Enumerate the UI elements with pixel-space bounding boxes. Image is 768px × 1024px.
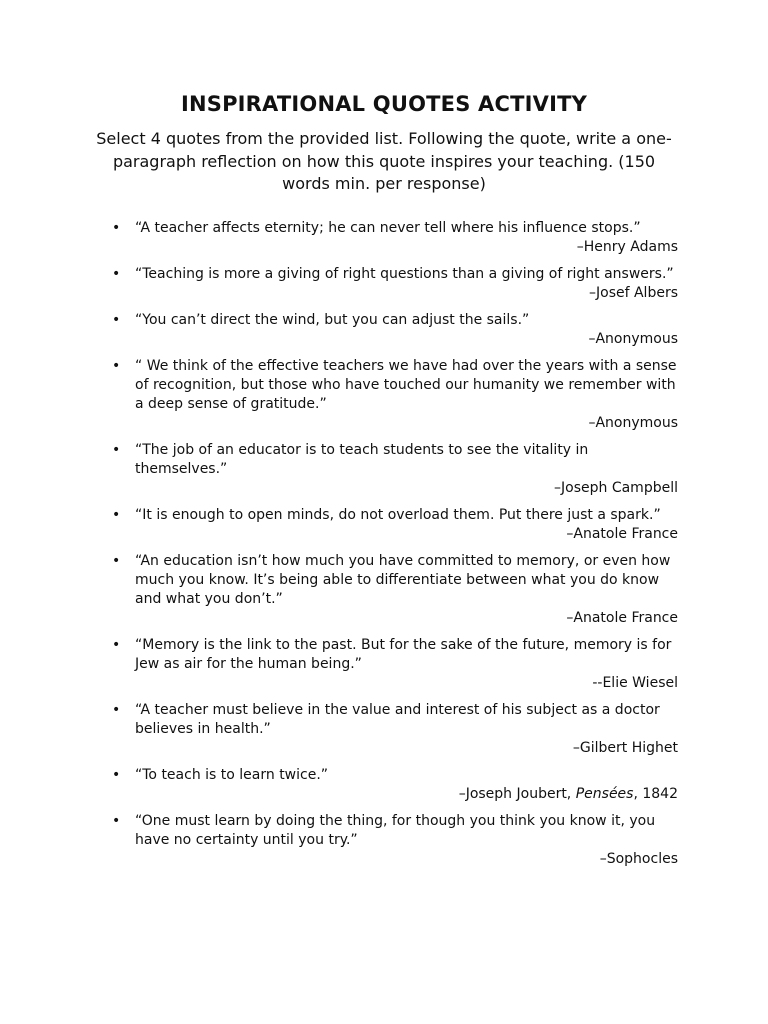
quote-item (0, 552, 678, 627)
quote-text: “You can’t direct the wind, but you can adjust the sails.” (135, 312, 530, 328)
bullet-icon: • (112, 312, 121, 328)
quote-item (0, 441, 678, 497)
quote-list (0, 219, 768, 877)
bullet-icon: • (112, 702, 121, 718)
bullet-icon: • (112, 813, 121, 829)
bullet-icon: • (112, 553, 121, 569)
quote-author: –Joseph Campbell (554, 480, 678, 496)
quote-text: “A teacher must believe in the value and interest of his subject as a doctor believes in health.” (135, 702, 660, 737)
bullet-icon: • (112, 767, 121, 783)
quote-author: –Josef Albers (589, 285, 678, 301)
quote-item (0, 636, 678, 692)
quote-item (0, 265, 678, 302)
quote-item (0, 766, 678, 803)
quote-item (0, 219, 678, 256)
quote-author: –Anatole France (566, 526, 678, 542)
quote-text: “Teaching is more a giving of right questions than a giving of right answers.” (135, 266, 674, 282)
quote-text: “Memory is the link to the past. But for the sake of the future, memory is for Jew as air for the human being.” (135, 637, 672, 672)
bullet-icon: • (112, 442, 121, 458)
quote-item (0, 506, 678, 543)
instructions: Select 4 quotes from the provided list. Following the quote, write a one-paragraph reflection on how this quote inspires your teaching. (150 words min. per response) (96, 129, 672, 193)
quote-author: –Anonymous (588, 415, 678, 431)
quote-author (135, 785, 678, 803)
quote-item (0, 311, 678, 348)
bullet-icon: • (112, 507, 121, 523)
quote-text: “To teach is to learn twice.” (135, 767, 329, 783)
page-title: INSPIRATIONAL QUOTES ACTIVITY (180, 92, 588, 116)
bullet-icon: • (112, 358, 121, 374)
quote-author: –Anatole France (566, 610, 678, 626)
quote-text: “One must learn by doing the thing, for though you think you know it, you have no certainty until you try.” (135, 813, 656, 848)
quote-text: “The job of an educator is to teach students to see the vitality in themselves.” (135, 442, 589, 477)
bullet-icon: • (112, 637, 121, 653)
quote-author: --Elie Wiesel (592, 675, 678, 691)
quote-item (0, 357, 678, 432)
quote-author: –Sophocles (599, 851, 678, 867)
quote-item (0, 812, 678, 868)
author-name: –Joseph Joubert, (458, 786, 576, 802)
author-year: , 1842 (633, 786, 678, 802)
quote-author: –Anonymous (588, 331, 678, 347)
bullet-icon: • (112, 220, 121, 236)
quote-text: “It is enough to open minds, do not overload them. Put there just a spark.” (135, 507, 661, 523)
quote-text: “ We think of the effective teachers we have had over the years with a sense of recognition, but those who have touched our humanity we remember with a deep sense of gratitude.” (135, 358, 677, 412)
quote-text: “A teacher affects eternity; he can never tell where his influence stops.” (135, 220, 641, 236)
quote-author: –Henry Adams (576, 239, 678, 255)
bullet-icon: • (112, 266, 121, 282)
quote-author: –Gilbert Highet (572, 740, 678, 756)
author-work-title: Pensées (575, 786, 634, 802)
quote-item (0, 701, 678, 757)
quote-text: “An education isn’t how much you have committed to memory, or even how much you know. It’s being able to differentiate between what you do know and what you don’t.” (135, 553, 671, 607)
